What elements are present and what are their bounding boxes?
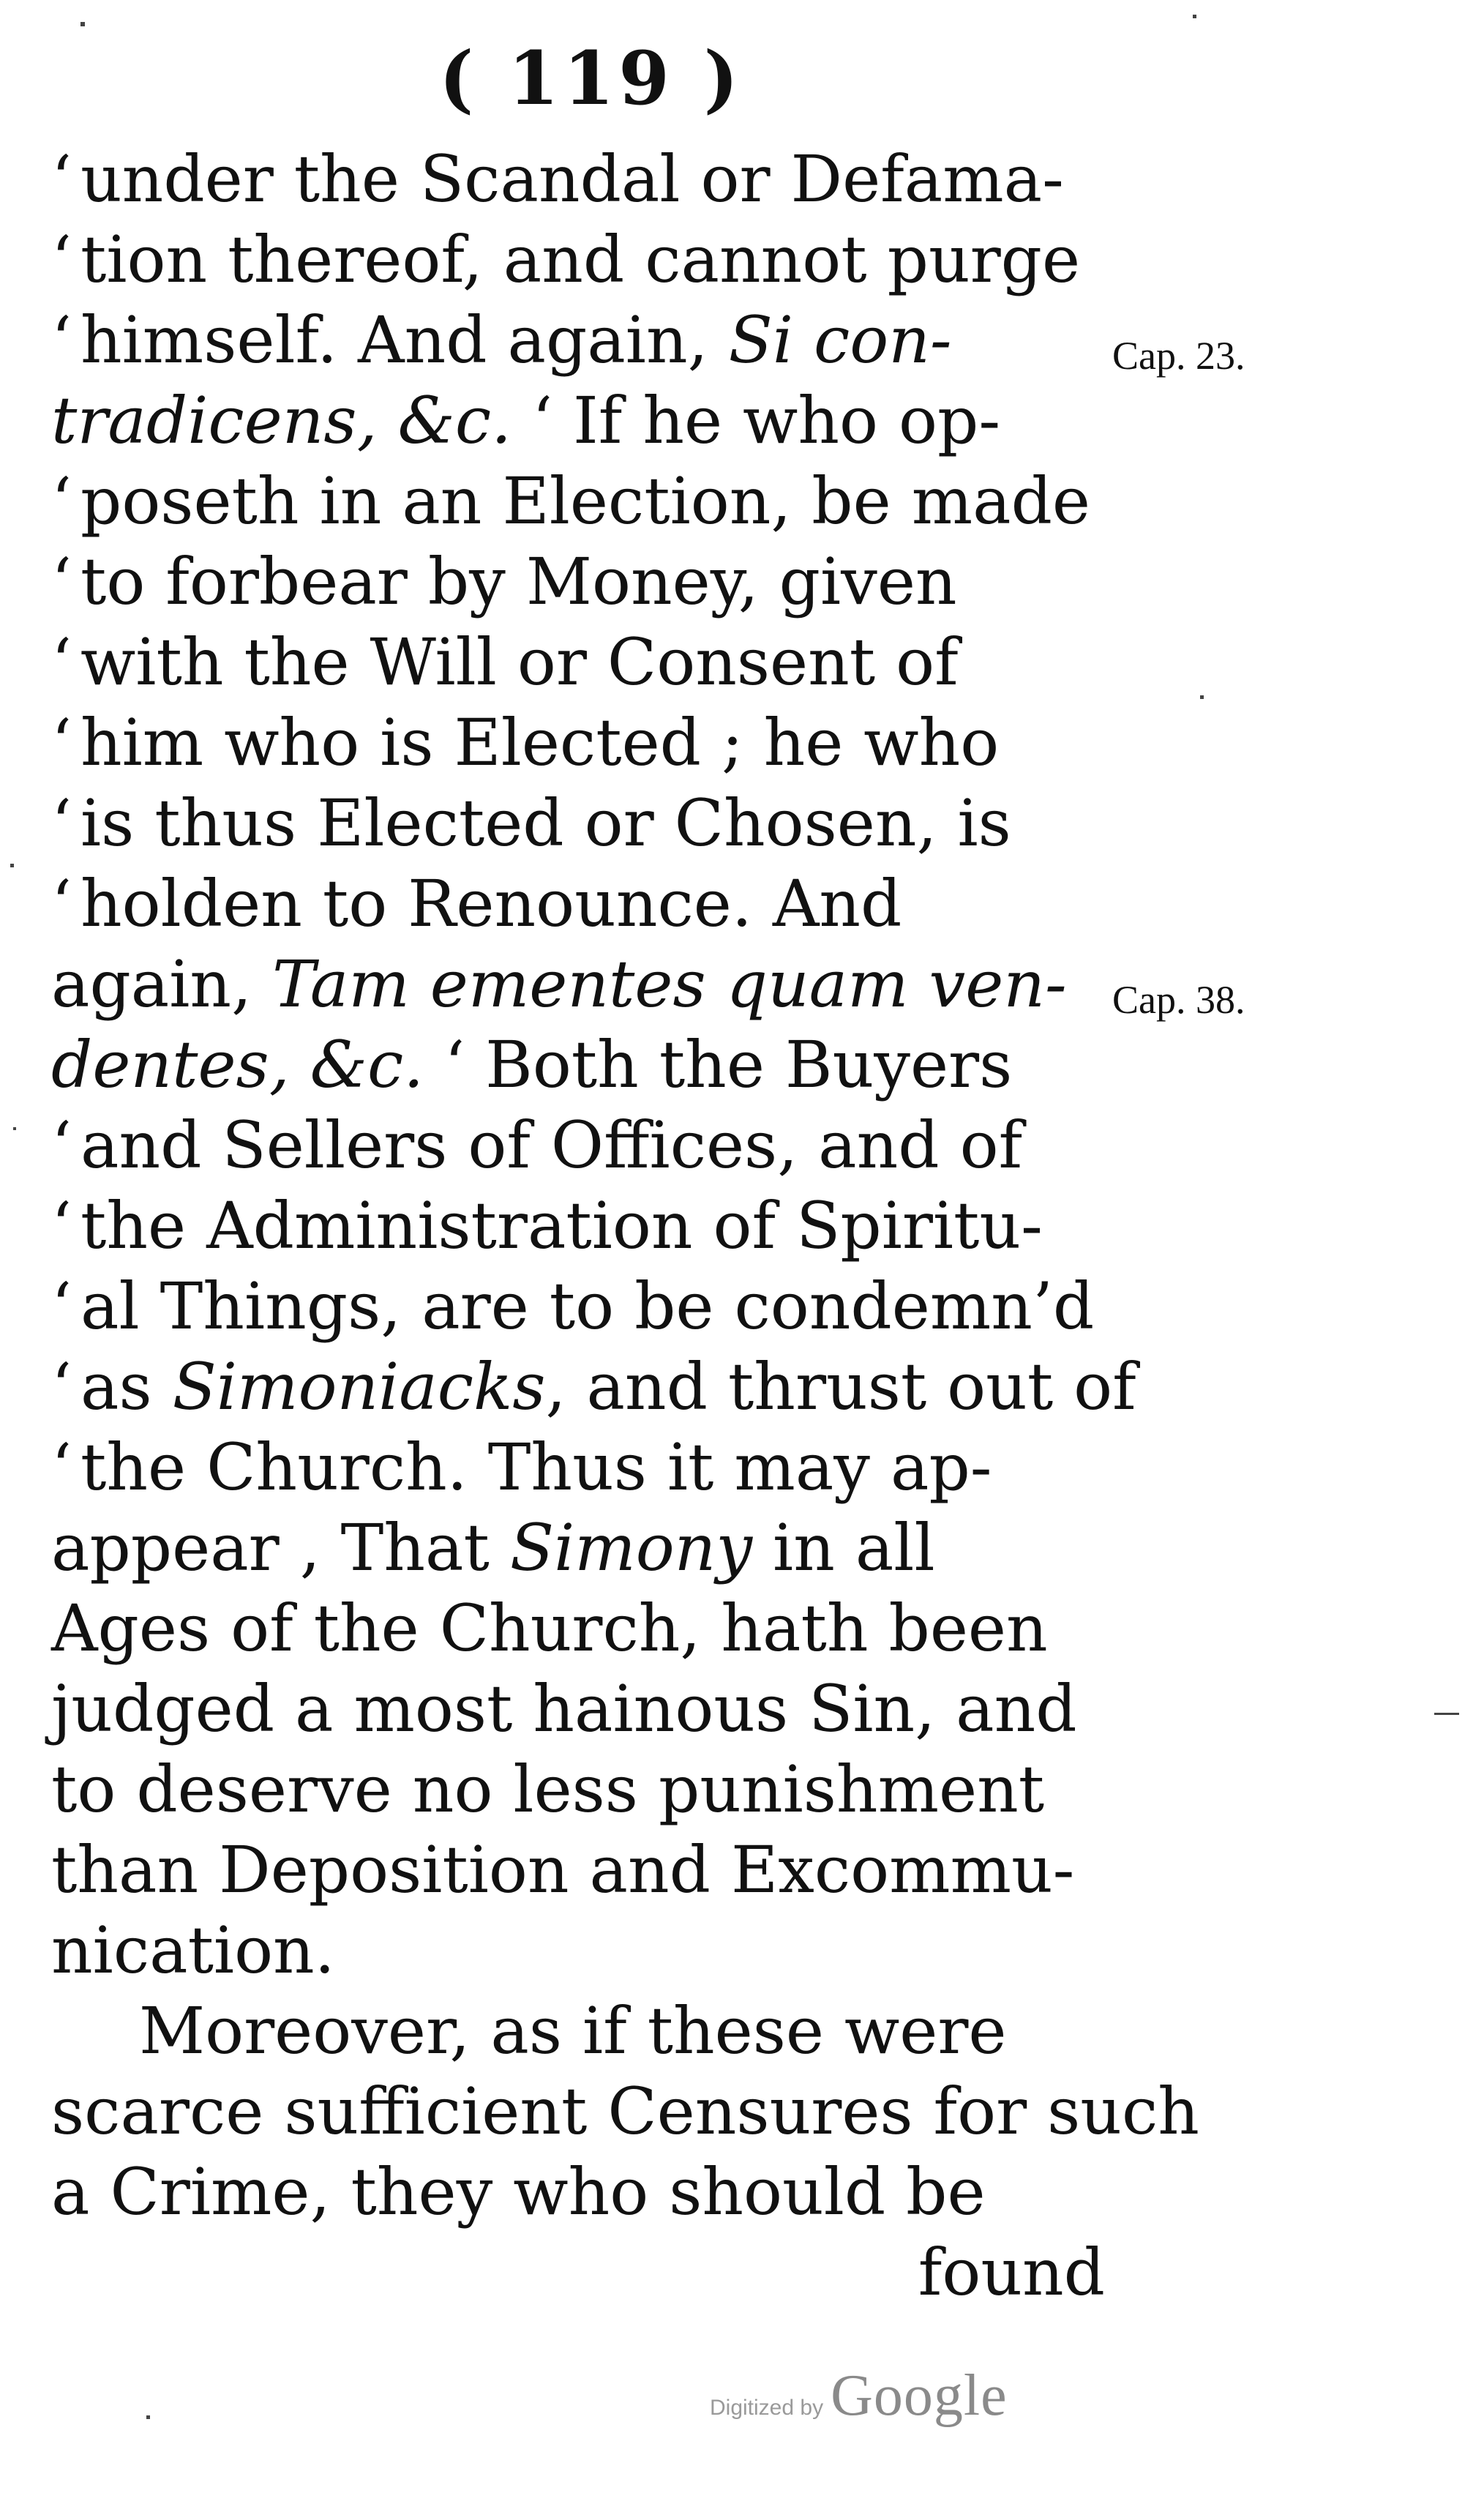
margin-note-cap-38: Cap. 38. [1112,978,1245,1022]
text-line: scarce sufficient Censures for such [51,2074,1199,2149]
catchword: found [918,2235,1105,2310]
scan-speck [1193,15,1196,18]
text-line: ‘ him who is Elected ; he who [51,705,1000,780]
page-number: ( 119 ) [439,35,743,122]
text-line: ‘ is thus Elected or Chosen, is [51,785,1011,861]
text-line: ‘ al Things, are to be condemn’d [51,1268,1095,1344]
scan-speck [80,22,85,26]
digitized-by-google-watermark [710,2363,1008,2429]
paragraph-start-line: Moreover, as if these were [139,1993,1007,2068]
text-line: ‘ as Simoniacks, and thrust out of [51,1349,1136,1424]
text-line: ‘ to forbear by Money, given [51,544,957,619]
text-line: ‘ holden to Renounce. And [51,866,902,941]
scan-speck [13,1127,16,1130]
text-line: ‘ the Church. Thus it may ap- [51,1429,992,1505]
google-logo: Google [831,2363,1008,2428]
digitized-by-label: Digitized by [710,2396,824,2420]
text-line: ‘ himself. And again, Si con- [51,302,952,378]
text-line: dentes, &c. ‘ Both the Buyers [51,1027,1013,1102]
text-line: nication. [51,1913,335,1988]
text-line: ‘ tion thereof, and cannot purge [51,222,1081,297]
scan-speck [1200,695,1204,699]
scan-speck [10,864,14,867]
text-line: ‘ with the Will or Consent of [51,624,959,700]
text-line: judged a most hainous Sin, and [51,1671,1077,1746]
text-line: appear , That Simony in all [51,1510,935,1585]
text-line: ‘ the Administration of Spiritu- [51,1188,1043,1263]
text-line: ‘ under the Scandal or Defama- [51,141,1064,217]
scan-speck [1434,1713,1459,1715]
text-line: tradicens, &c. ‘ If he who op- [51,383,1001,458]
text-line: ‘ and Sellers of Offices, and of [51,1107,1023,1183]
text-line: than Deposition and Excommu- [51,1832,1075,1907]
text-line: ‘ poseth in an Election, be made [51,463,1091,539]
scan-speck [146,2415,150,2419]
text-line: to deserve no less punishment [51,1752,1045,1827]
text-line: a Crime, they who should be [51,2154,986,2230]
text-line: again, Tam ementes quam ven- [51,946,1067,1022]
text-line: Ages of the Church, hath been [51,1591,1048,1666]
margin-note-cap-23: Cap. 23. [1112,334,1245,378]
